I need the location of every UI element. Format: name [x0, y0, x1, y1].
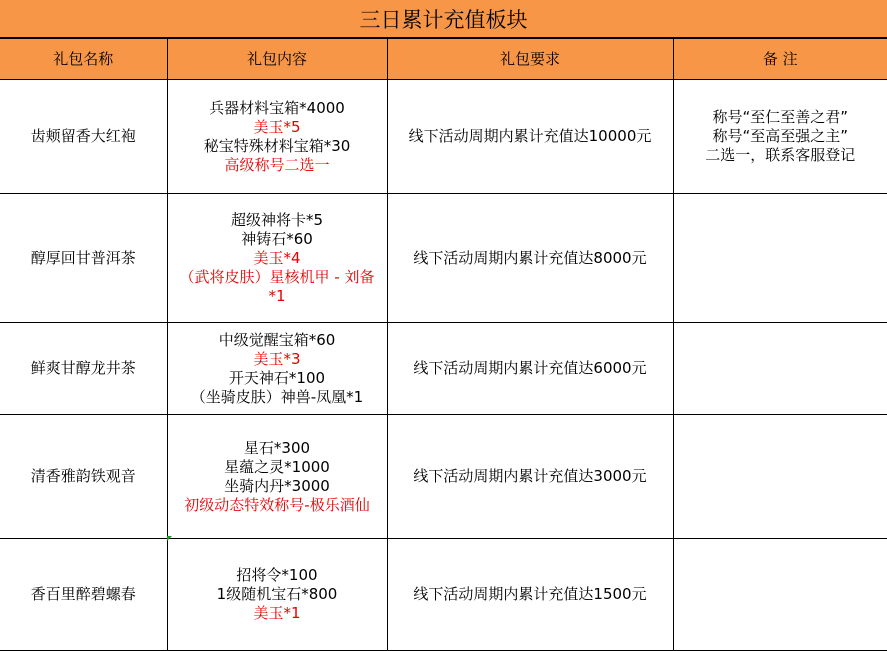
cell-comment-marker-icon	[167, 536, 172, 541]
pack-content-cell[interactable]	[167, 415, 387, 539]
pack-requirement-cell[interactable]: 线下活动周期内累计充值达1500元	[387, 539, 673, 651]
pack-item-highlight: 美玉*1	[253, 604, 301, 622]
pack-item: 1级随机宝石*800	[216, 585, 338, 603]
pack-name-cell[interactable]: 清香雅韵铁观音	[0, 415, 167, 539]
pack-requirement-cell[interactable]: 线下活动周期内累计充值达8000元	[387, 194, 673, 323]
pack-name-cell[interactable]: 香百里醉碧螺春	[0, 539, 167, 651]
pack-remark-cell[interactable]	[673, 539, 887, 651]
table-row	[0, 539, 887, 651]
pack-content-cell[interactable]	[167, 539, 387, 651]
gift-pack-table	[0, 38, 887, 651]
pack-remark-cell[interactable]	[673, 80, 887, 194]
table-row	[0, 415, 887, 539]
header-remark[interactable]: 备 注	[673, 39, 887, 80]
remark-line: 称号“至仁至善之君”	[712, 108, 849, 126]
pack-content-cell[interactable]	[167, 80, 387, 194]
pack-item: 兵器材料宝箱*4000	[209, 98, 345, 117]
pack-requirement-cell[interactable]: 线下活动周期内累计充值达3000元	[387, 415, 673, 539]
table-row	[0, 194, 887, 323]
remark-line: 二选一，联系客服登记	[705, 146, 856, 164]
header-name[interactable]: 礼包名称	[0, 39, 167, 80]
pack-item: 坐骑内丹*3000	[224, 476, 330, 495]
pack-item-highlight: 高级称号二选一	[224, 155, 330, 174]
pack-item: 星蕴之灵*1000	[224, 457, 330, 476]
pack-requirement-cell[interactable]: 线下活动周期内累计充值达10000元	[387, 80, 673, 194]
header-content[interactable]: 礼包内容	[167, 39, 387, 80]
pack-content-cell[interactable]	[167, 323, 387, 415]
sheet-title: 三日累计充值板块	[0, 0, 887, 38]
pack-content-cell[interactable]	[167, 194, 387, 323]
table-header-row	[0, 39, 887, 80]
pack-item: 招将令*100	[236, 566, 318, 584]
pack-item-highlight: 美玉*4	[253, 248, 301, 267]
pack-item: 秘宝特殊材料宝箱*30	[203, 136, 351, 155]
table-row	[0, 323, 887, 415]
pack-requirement-cell[interactable]: 线下活动周期内累计充值达6000元	[387, 323, 673, 415]
pack-item: （坐骑皮肤）神兽-凤凰*1	[190, 387, 364, 406]
remark-line: 称号“至高至强之主”	[712, 127, 849, 145]
pack-item: 开天神石*100	[228, 368, 326, 387]
pack-remark-cell[interactable]	[673, 415, 887, 539]
table-row	[0, 80, 887, 194]
pack-remark-cell[interactable]	[673, 194, 887, 323]
pack-item-highlight: 初级动态特效称号-极乐酒仙	[184, 495, 370, 514]
pack-item-highlight: （武将皮肤）星核机甲 - 刘备*1	[179, 267, 375, 305]
pack-name-cell[interactable]: 鲜爽甘醇龙井茶	[0, 323, 167, 415]
pack-remark-cell[interactable]	[673, 323, 887, 415]
pack-item: 星石*300	[243, 438, 311, 457]
pack-name-cell[interactable]: 醇厚回甘普洱茶	[0, 194, 167, 323]
pack-item: 超级神将卡*5	[230, 210, 324, 229]
pack-item-highlight: 美玉*3	[253, 349, 301, 368]
pack-item-highlight: 美玉*5	[253, 117, 301, 136]
pack-name-cell[interactable]: 齿颊留香大红袍	[0, 80, 167, 194]
header-requirement[interactable]: 礼包要求	[387, 39, 673, 80]
pack-item: 神铸石*60	[241, 229, 313, 248]
pack-item: 中级觉醒宝箱*60	[218, 330, 336, 349]
